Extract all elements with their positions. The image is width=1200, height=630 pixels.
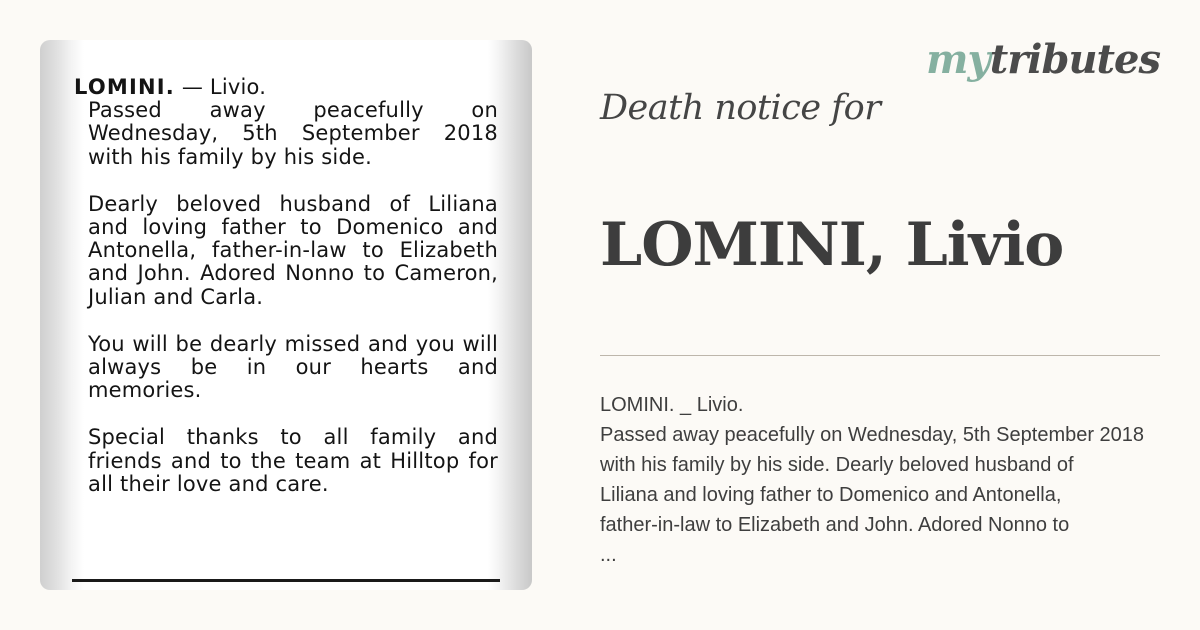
excerpt-line: with his family by his side. Dearly beloved husband of bbox=[600, 454, 1074, 476]
excerpt-line: father-in-law to Elizabeth and John. Adored Nonno to bbox=[600, 514, 1070, 536]
clipping-bottom-rule bbox=[72, 579, 500, 582]
clipping-paragraph: You will be dearly missed and you will always be in our hearts and memories. bbox=[88, 331, 498, 403]
divider bbox=[600, 355, 1160, 356]
notice-excerpt bbox=[600, 390, 1200, 590]
logo-my: my bbox=[926, 36, 990, 83]
excerpt-ellipsis: ... bbox=[600, 544, 617, 566]
clipping-surname: LOMINI. bbox=[74, 75, 175, 99]
clipping-heading bbox=[74, 76, 498, 99]
death-notice-clipping bbox=[40, 40, 532, 590]
mytributes-logo[interactable] bbox=[926, 36, 1160, 83]
clipping-text bbox=[74, 76, 498, 496]
excerpt-line: Passed away peacefully on Wednesday, 5th September 2018 bbox=[600, 424, 1145, 446]
excerpt-line: LOMINI. _ Livio. bbox=[600, 394, 744, 416]
excerpt-line: Liliana and loving father to Domenico and Antonella, bbox=[600, 484, 1062, 506]
notice-type-label: Death notice for bbox=[600, 88, 881, 128]
deceased-name: LOMINI, Livio bbox=[600, 210, 1064, 280]
clipping-given-name: — Livio. bbox=[174, 75, 267, 99]
clipping-paragraph: Dearly beloved husband of Liliana and loving father to Domenico and Antonella, father-in-law to Elizabeth and John. Adored Nonno to Cameron, Julian and Carla. bbox=[88, 191, 498, 309]
clipping-paragraph: Passed away peacefully on Wednesday, 5th September 2018 with his family by his side. bbox=[88, 98, 498, 169]
logo-tributes: tributes bbox=[989, 36, 1160, 83]
clipping-paragraph: Special thanks to all family and friends and to the team at Hilltop for all their love and care. bbox=[88, 425, 498, 496]
